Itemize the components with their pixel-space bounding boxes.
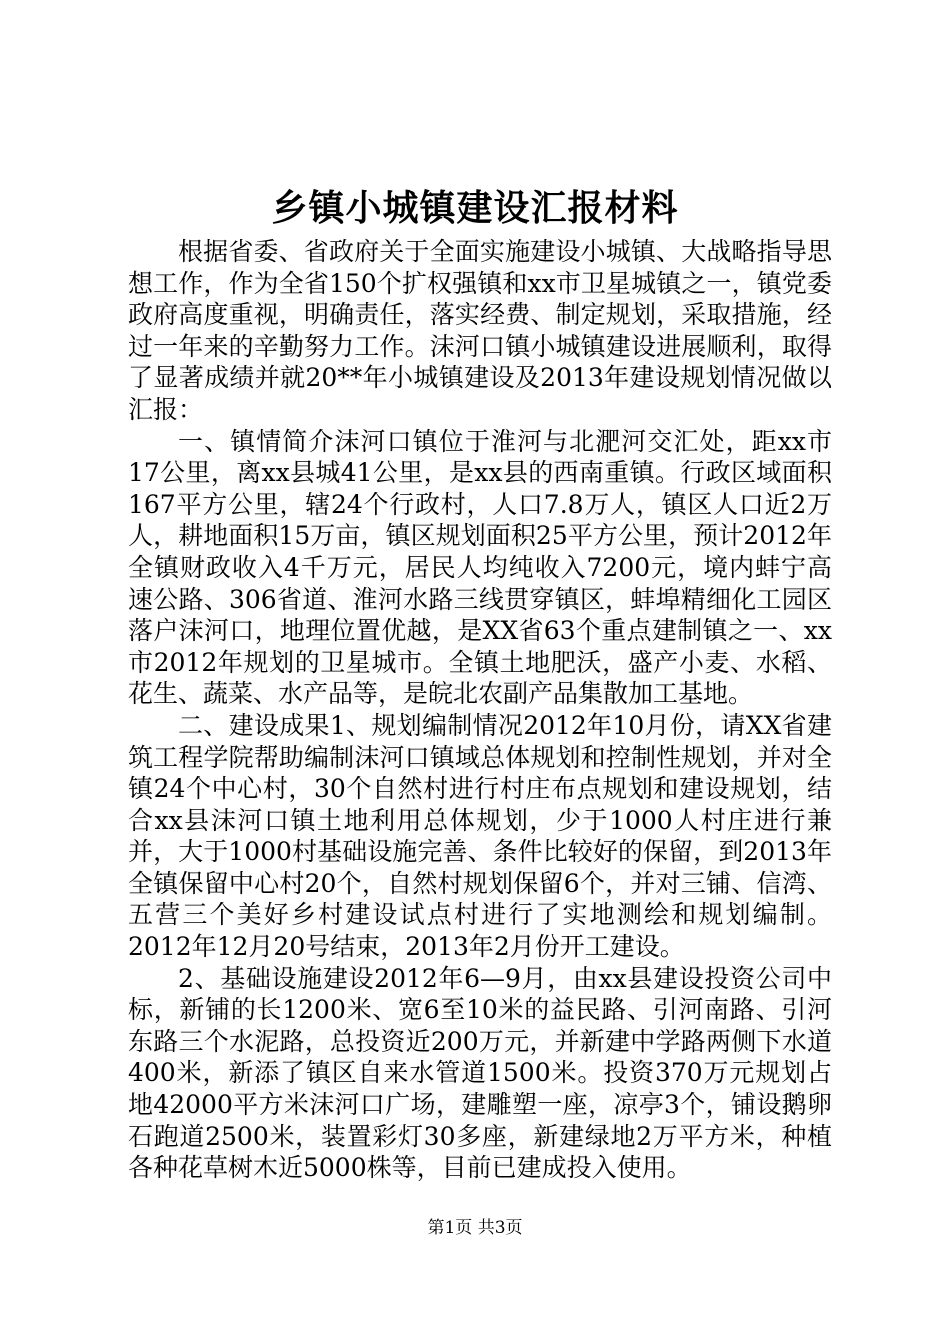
document-body	[128, 236, 832, 1184]
paragraph-intro: 根据省委、省政府关于全面实施建设小城镇、大战略指导思想工作，作为全省150个扩权强镇和xx市卫星城镇之一，镇党委政府高度重视，明确责任，落实经费、制定规划，采取措施，经过一年来的辛勤努力工作。沫河口镇小城镇建设进展顺利，取得了显著成绩并就20**年小城镇建设及2013年建设规划情况做以汇报：	[128, 237, 832, 424]
document-title: 乡镇小城镇建设汇报材料	[271, 187, 679, 229]
paragraph-town-overview: 一、镇情简介沫河口镇位于淮河与北淝河交汇处，距xx市17公里，离xx县城41公里，是xx县的西南重镇。行政区域面积167平方公里，辖24个行政村，人口7.8万人，镇区人口近2万人，耕地面积15万亩，镇区规划面积25平方公里，预计2012年全镇财政收入4千万元，居民人均纯收入7200元，境内蚌宁高速公路、306省道、淮河水路三线贯穿镇区，蚌埠精细化工园区落户沫河口，地理位置优越，是XX省63个重点建制镇之一、xx市2012年规划的卫星城市。全镇土地肥沃，盛产小麦、水稻、花生、蔬菜、水产品等，是皖北农副产品集散加工基地。	[128, 426, 832, 709]
paragraph-infrastructure: 2、基础设施建设2012年6—9月，由xx县建设投资公司中标，新铺的长1200米、宽6至10米的益民路、引河南路、引河东路三个水泥路，总投资近200万元，并新建中学路两侧下水道400米，新添了镇区自来水管道1500米。投资370万元规划占地42000平方米沫河口广场，建雕塑一座，凉亭3个，铺设鹅卵石跑道2500米，装置彩灯30多座，新建绿地2万平方米，种植各种花草树木近5000株等，目前已建成投入使用。	[128, 963, 832, 1183]
paragraph-construction-results: 二、建设成果1、规划编制情况2012年10月份，请XX省建筑工程学院帮助编制沫河口镇域总体规划和控制性规划，并对全镇24个中心村，30个自然村进行村庄布点规划和建设规划，结合xx县沫河口镇土地利用总体规划，少于1000人村庄进行兼并，大于1000村基础设施完善、条件比较好的保留，到2013年全镇保留中心村20个，自然村规划保留6个，并对三铺、信湾、五营三个美好乡村建设试点村进行了实地测绘和规划编制。2012年12月20号结束，2013年2月份开工建设。	[128, 710, 832, 962]
page-footer: 第1页 共3页	[427, 1218, 523, 1238]
